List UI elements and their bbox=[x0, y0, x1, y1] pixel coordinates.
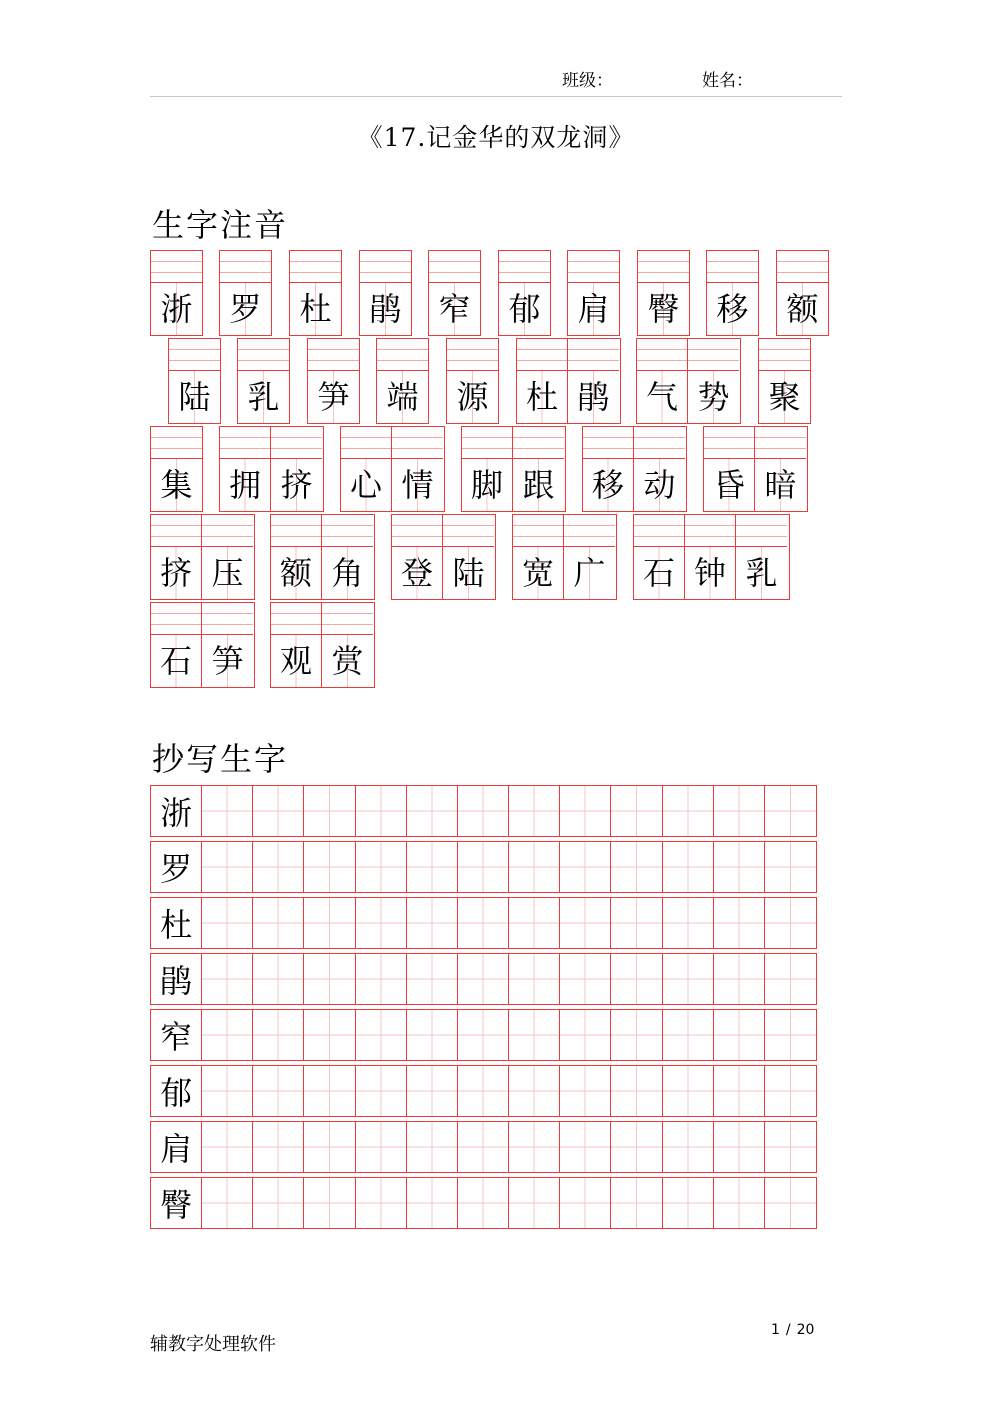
hanzi-character: 心 bbox=[341, 459, 391, 511]
pinyin-input-field[interactable] bbox=[564, 515, 615, 547]
writing-cell[interactable] bbox=[356, 954, 407, 1004]
pinyin-word-box bbox=[150, 602, 255, 688]
pinyin-input-field[interactable] bbox=[736, 515, 787, 547]
pinyin-word-box bbox=[636, 338, 741, 424]
writing-cell[interactable] bbox=[611, 842, 662, 892]
writing-cell[interactable] bbox=[253, 954, 304, 1004]
writing-cell[interactable] bbox=[663, 954, 714, 1004]
writing-cell[interactable] bbox=[611, 1010, 662, 1060]
writing-cell[interactable] bbox=[663, 1010, 714, 1060]
pinyin-input-field[interactable] bbox=[220, 427, 270, 459]
writing-cell[interactable] bbox=[304, 898, 355, 948]
word-cell bbox=[151, 515, 202, 599]
word-cell bbox=[271, 427, 322, 511]
pinyin-word-box bbox=[150, 250, 203, 336]
writing-cell[interactable] bbox=[304, 1010, 355, 1060]
word-cell bbox=[151, 251, 202, 335]
writing-cell[interactable] bbox=[356, 1178, 407, 1228]
word-cell bbox=[517, 339, 568, 423]
writing-cell[interactable] bbox=[458, 1122, 509, 1172]
pinyin-word-box bbox=[776, 250, 829, 336]
pinyin-word-box bbox=[498, 250, 551, 336]
word-cell bbox=[637, 339, 688, 423]
document-title: 《17.记金华的双龙洞》 bbox=[357, 123, 635, 152]
word-cell bbox=[513, 515, 564, 599]
writing-cell[interactable] bbox=[714, 898, 765, 948]
word-cell bbox=[685, 515, 736, 599]
hanzi-character: 笋 bbox=[202, 635, 253, 687]
pinyin-word-box bbox=[633, 514, 790, 600]
writing-cell[interactable] bbox=[407, 842, 458, 892]
hanzi-character: 窄 bbox=[429, 283, 480, 335]
writing-cell[interactable] bbox=[304, 1122, 355, 1172]
pinyin-word-box bbox=[289, 250, 342, 336]
writing-cell[interactable] bbox=[509, 898, 560, 948]
word-cell bbox=[704, 427, 755, 511]
writing-cell[interactable] bbox=[458, 1178, 509, 1228]
writing-cell[interactable] bbox=[356, 898, 407, 948]
pinyin-word-box bbox=[270, 602, 375, 688]
pinyin-word-box bbox=[307, 338, 360, 424]
hanzi-character: 聚 bbox=[759, 371, 810, 423]
pinyin-word-box bbox=[512, 514, 617, 600]
pinyin-word-box bbox=[168, 338, 221, 424]
current-page: 1 bbox=[771, 1322, 780, 1338]
writing-cell[interactable] bbox=[407, 1178, 458, 1228]
word-cell bbox=[360, 251, 411, 335]
writing-cell[interactable] bbox=[356, 1122, 407, 1172]
writing-cell[interactable] bbox=[202, 1010, 253, 1060]
word-cell bbox=[271, 515, 322, 599]
pinyin-word-box bbox=[219, 250, 272, 336]
copy-row bbox=[150, 897, 817, 949]
writing-cell[interactable] bbox=[253, 1010, 304, 1060]
word-cell bbox=[759, 339, 810, 423]
model-character: 鹃 bbox=[151, 954, 202, 1004]
pinyin-input-field[interactable] bbox=[151, 603, 201, 635]
writing-cell[interactable] bbox=[714, 786, 765, 836]
word-cell bbox=[220, 427, 271, 511]
writing-cell[interactable] bbox=[560, 954, 611, 1004]
hanzi-character: 拥 bbox=[220, 459, 270, 511]
writing-cell[interactable] bbox=[611, 954, 662, 1004]
hanzi-character: 鹃 bbox=[360, 283, 411, 335]
footer-software-name: 辅教字处理软件 bbox=[150, 1334, 276, 1355]
writing-cell[interactable] bbox=[356, 1066, 407, 1116]
pinyin-input-field[interactable] bbox=[517, 339, 567, 371]
writing-cell[interactable] bbox=[407, 1066, 458, 1116]
pinyin-word-box bbox=[758, 338, 811, 424]
word-cell bbox=[447, 339, 498, 423]
writing-cell[interactable] bbox=[663, 1122, 714, 1172]
pinyin-input-field[interactable] bbox=[443, 515, 494, 547]
pinyin-input-field[interactable] bbox=[513, 515, 563, 547]
writing-cell[interactable] bbox=[611, 1122, 662, 1172]
word-cell bbox=[568, 339, 619, 423]
hanzi-character: 势 bbox=[688, 371, 739, 423]
writing-cell[interactable] bbox=[253, 1066, 304, 1116]
copy-row bbox=[150, 785, 817, 837]
pinyin-input-field[interactable] bbox=[685, 515, 735, 547]
hanzi-character: 郁 bbox=[499, 283, 550, 335]
writing-cell[interactable] bbox=[407, 898, 458, 948]
word-cell bbox=[392, 427, 443, 511]
word-cell bbox=[308, 339, 359, 423]
pinyin-input-field[interactable] bbox=[392, 427, 443, 459]
header-divider bbox=[150, 96, 842, 97]
word-cell bbox=[513, 427, 564, 511]
pinyin-word-box bbox=[706, 250, 759, 336]
pinyin-input-field[interactable] bbox=[271, 515, 321, 547]
writing-cell[interactable] bbox=[714, 1010, 765, 1060]
pinyin-input-field[interactable] bbox=[169, 339, 220, 371]
pinyin-input-field[interactable] bbox=[271, 427, 322, 459]
hanzi-character: 跟 bbox=[513, 459, 564, 511]
word-cell bbox=[271, 603, 322, 687]
hanzi-character: 杜 bbox=[290, 283, 341, 335]
pinyin-word-box bbox=[150, 514, 255, 600]
writing-cell[interactable] bbox=[663, 1178, 714, 1228]
word-cell bbox=[634, 515, 685, 599]
pinyin-input-field[interactable] bbox=[704, 427, 754, 459]
pinyin-word-box bbox=[567, 250, 620, 336]
copy-row bbox=[150, 1177, 817, 1229]
pinyin-input-field[interactable] bbox=[499, 251, 550, 283]
model-character: 郁 bbox=[151, 1066, 202, 1116]
pinyin-input-field[interactable] bbox=[341, 427, 391, 459]
word-cell bbox=[755, 427, 806, 511]
pinyin-word-box bbox=[219, 426, 324, 512]
pinyin-word-box bbox=[446, 338, 499, 424]
writing-cell[interactable] bbox=[560, 1122, 611, 1172]
writing-cell[interactable] bbox=[714, 1122, 765, 1172]
hanzi-character: 肩 bbox=[568, 283, 619, 335]
writing-cell[interactable] bbox=[253, 1178, 304, 1228]
hanzi-character: 浙 bbox=[151, 283, 202, 335]
copy-row bbox=[150, 1121, 817, 1173]
pinyin-input-field[interactable] bbox=[777, 251, 828, 283]
pinyin-word-box bbox=[150, 426, 203, 512]
copy-row bbox=[150, 1009, 817, 1061]
writing-cell[interactable] bbox=[714, 842, 765, 892]
writing-cell[interactable] bbox=[202, 898, 253, 948]
writing-cell[interactable] bbox=[765, 842, 816, 892]
writing-cell[interactable] bbox=[765, 1178, 816, 1228]
hanzi-character: 移 bbox=[583, 459, 633, 511]
section-title-pinyin: 生字注音 bbox=[152, 206, 289, 244]
pinyin-input-field[interactable] bbox=[755, 427, 806, 459]
writing-cell[interactable] bbox=[304, 954, 355, 1004]
writing-cell[interactable] bbox=[304, 1066, 355, 1116]
writing-cell[interactable] bbox=[560, 786, 611, 836]
writing-cell[interactable] bbox=[611, 1066, 662, 1116]
hanzi-character: 脚 bbox=[462, 459, 512, 511]
writing-cell[interactable] bbox=[253, 842, 304, 892]
hanzi-character: 暗 bbox=[755, 459, 806, 511]
pinyin-word-box bbox=[461, 426, 566, 512]
pinyin-input-field[interactable] bbox=[322, 603, 373, 635]
pinyin-word-box bbox=[340, 426, 445, 512]
hanzi-character: 源 bbox=[447, 371, 498, 423]
writing-cell[interactable] bbox=[407, 1010, 458, 1060]
writing-cell[interactable] bbox=[458, 786, 509, 836]
word-cell bbox=[322, 603, 373, 687]
writing-cell[interactable] bbox=[407, 1122, 458, 1172]
model-character: 臀 bbox=[151, 1178, 202, 1228]
pinyin-input-field[interactable] bbox=[290, 251, 341, 283]
word-cell bbox=[238, 339, 289, 423]
total-pages: 20 bbox=[796, 1322, 815, 1338]
hanzi-character: 端 bbox=[377, 371, 428, 423]
copy-row bbox=[150, 841, 817, 893]
pinyin-input-field[interactable] bbox=[322, 515, 373, 547]
pinyin-word-box bbox=[270, 514, 375, 600]
pinyin-input-field[interactable] bbox=[429, 251, 480, 283]
writing-cell[interactable] bbox=[253, 898, 304, 948]
hanzi-character: 气 bbox=[637, 371, 687, 423]
pinyin-input-field[interactable] bbox=[151, 515, 201, 547]
writing-cell[interactable] bbox=[202, 786, 253, 836]
class-label: 班级： bbox=[562, 71, 613, 91]
hanzi-character: 笋 bbox=[308, 371, 359, 423]
writing-cell[interactable] bbox=[356, 1010, 407, 1060]
word-cell bbox=[202, 603, 253, 687]
writing-cell[interactable] bbox=[509, 842, 560, 892]
word-cell bbox=[341, 427, 392, 511]
word-cell bbox=[429, 251, 480, 335]
pinyin-word-box bbox=[359, 250, 412, 336]
writing-cell[interactable] bbox=[202, 1066, 253, 1116]
writing-cell[interactable] bbox=[765, 1066, 816, 1116]
hanzi-character: 罗 bbox=[220, 283, 271, 335]
hanzi-character: 挤 bbox=[271, 459, 322, 511]
hanzi-character: 宽 bbox=[513, 547, 563, 599]
writing-cell[interactable] bbox=[304, 1178, 355, 1228]
pinyin-input-field[interactable] bbox=[637, 339, 687, 371]
word-cell bbox=[688, 339, 739, 423]
hanzi-character: 压 bbox=[202, 547, 253, 599]
pinyin-input-field[interactable] bbox=[220, 251, 271, 283]
writing-cell[interactable] bbox=[663, 1066, 714, 1116]
page-number bbox=[768, 1322, 817, 1338]
pinyin-input-field[interactable] bbox=[392, 515, 442, 547]
copy-row bbox=[150, 953, 817, 1005]
hanzi-character: 杜 bbox=[517, 371, 567, 423]
pinyin-input-field[interactable] bbox=[238, 339, 289, 371]
word-cell bbox=[290, 251, 341, 335]
writing-cell[interactable] bbox=[560, 1066, 611, 1116]
pinyin-word-box bbox=[376, 338, 429, 424]
word-cell bbox=[169, 339, 220, 423]
pinyin-input-field[interactable] bbox=[707, 251, 758, 283]
hanzi-character: 移 bbox=[707, 283, 758, 335]
writing-cell[interactable] bbox=[202, 842, 253, 892]
word-cell bbox=[707, 251, 758, 335]
hanzi-character: 角 bbox=[322, 547, 373, 599]
pinyin-word-box bbox=[703, 426, 808, 512]
hanzi-character: 观 bbox=[271, 635, 321, 687]
pinyin-word-box bbox=[391, 514, 496, 600]
word-cell bbox=[638, 251, 689, 335]
pinyin-input-field[interactable] bbox=[447, 339, 498, 371]
writing-cell[interactable] bbox=[509, 1122, 560, 1172]
model-character: 罗 bbox=[151, 842, 202, 892]
hanzi-character: 额 bbox=[271, 547, 321, 599]
writing-cell[interactable] bbox=[407, 786, 458, 836]
pinyin-input-field[interactable] bbox=[638, 251, 689, 283]
pinyin-word-box bbox=[237, 338, 290, 424]
pinyin-input-field[interactable] bbox=[462, 427, 512, 459]
hanzi-character: 乳 bbox=[238, 371, 289, 423]
word-cell bbox=[202, 515, 253, 599]
writing-cell[interactable] bbox=[407, 954, 458, 1004]
writing-cell[interactable] bbox=[356, 842, 407, 892]
pinyin-input-field[interactable] bbox=[377, 339, 428, 371]
writing-cell[interactable] bbox=[714, 954, 765, 1004]
hanzi-character: 赏 bbox=[322, 635, 373, 687]
hanzi-character: 鹃 bbox=[568, 371, 619, 423]
model-character: 杜 bbox=[151, 898, 202, 948]
copy-row bbox=[150, 1065, 817, 1117]
writing-cell[interactable] bbox=[458, 954, 509, 1004]
pinyin-word-box bbox=[637, 250, 690, 336]
model-character: 窄 bbox=[151, 1010, 202, 1060]
word-cell bbox=[583, 427, 634, 511]
writing-cell[interactable] bbox=[560, 842, 611, 892]
writing-cell[interactable] bbox=[663, 786, 714, 836]
writing-cell[interactable] bbox=[560, 898, 611, 948]
writing-cell[interactable] bbox=[253, 1122, 304, 1172]
hanzi-character: 集 bbox=[151, 459, 202, 511]
word-cell bbox=[634, 427, 685, 511]
word-cell bbox=[777, 251, 828, 335]
pinyin-input-field[interactable] bbox=[202, 603, 253, 635]
pinyin-input-field[interactable] bbox=[151, 427, 202, 459]
name-label: 姓名： bbox=[702, 71, 753, 91]
writing-cell[interactable] bbox=[458, 898, 509, 948]
word-cell bbox=[443, 515, 494, 599]
writing-cell[interactable] bbox=[509, 1066, 560, 1116]
hanzi-character: 挤 bbox=[151, 547, 201, 599]
writing-cell[interactable] bbox=[765, 898, 816, 948]
writing-cell[interactable] bbox=[765, 786, 816, 836]
pinyin-word-box bbox=[516, 338, 621, 424]
writing-cell[interactable] bbox=[509, 786, 560, 836]
word-cell bbox=[220, 251, 271, 335]
pinyin-input-field[interactable] bbox=[308, 339, 359, 371]
model-character: 肩 bbox=[151, 1122, 202, 1172]
writing-cell[interactable] bbox=[611, 1178, 662, 1228]
word-cell bbox=[568, 251, 619, 335]
writing-cell[interactable] bbox=[458, 1066, 509, 1116]
hanzi-character: 广 bbox=[564, 547, 615, 599]
writing-cell[interactable] bbox=[765, 1010, 816, 1060]
writing-cell[interactable] bbox=[560, 1010, 611, 1060]
pinyin-input-field[interactable] bbox=[634, 427, 685, 459]
pinyin-input-field[interactable] bbox=[513, 427, 564, 459]
pinyin-input-field[interactable] bbox=[151, 251, 202, 283]
writing-cell[interactable] bbox=[509, 1010, 560, 1060]
hanzi-character: 动 bbox=[634, 459, 685, 511]
writing-cell[interactable] bbox=[356, 786, 407, 836]
word-cell bbox=[151, 603, 202, 687]
hanzi-character: 陆 bbox=[169, 371, 220, 423]
writing-cell[interactable] bbox=[304, 842, 355, 892]
hanzi-character: 昏 bbox=[704, 459, 754, 511]
pinyin-input-field[interactable] bbox=[688, 339, 739, 371]
hanzi-character: 石 bbox=[151, 635, 201, 687]
word-cell bbox=[322, 515, 373, 599]
writing-cell[interactable] bbox=[509, 954, 560, 1004]
writing-cell[interactable] bbox=[714, 1066, 765, 1116]
word-cell bbox=[564, 515, 615, 599]
word-cell bbox=[462, 427, 513, 511]
hanzi-character: 石 bbox=[634, 547, 684, 599]
word-cell bbox=[499, 251, 550, 335]
hanzi-character: 额 bbox=[777, 283, 828, 335]
writing-cell[interactable] bbox=[304, 786, 355, 836]
hanzi-character: 登 bbox=[392, 547, 442, 599]
section-title-copy: 抄写生字 bbox=[152, 740, 289, 778]
writing-cell[interactable] bbox=[458, 842, 509, 892]
word-cell bbox=[392, 515, 443, 599]
pinyin-input-field[interactable] bbox=[271, 603, 321, 635]
model-character: 浙 bbox=[151, 786, 202, 836]
writing-cell[interactable] bbox=[765, 1122, 816, 1172]
word-cell bbox=[736, 515, 787, 599]
writing-cell[interactable] bbox=[458, 1010, 509, 1060]
word-cell bbox=[377, 339, 428, 423]
writing-cell[interactable] bbox=[611, 786, 662, 836]
pinyin-input-field[interactable] bbox=[583, 427, 633, 459]
hanzi-character: 臀 bbox=[638, 283, 689, 335]
hanzi-character: 乳 bbox=[736, 547, 787, 599]
writing-cell[interactable] bbox=[253, 786, 304, 836]
hanzi-character: 钟 bbox=[685, 547, 735, 599]
writing-cell[interactable] bbox=[202, 1122, 253, 1172]
pinyin-input-field[interactable] bbox=[759, 339, 810, 371]
hanzi-character: 陆 bbox=[443, 547, 494, 599]
pinyin-input-field[interactable] bbox=[568, 251, 619, 283]
writing-cell[interactable] bbox=[560, 1178, 611, 1228]
writing-cell[interactable] bbox=[509, 1178, 560, 1228]
pinyin-input-field[interactable] bbox=[568, 339, 619, 371]
pinyin-input-field[interactable] bbox=[202, 515, 253, 547]
writing-cell[interactable] bbox=[765, 954, 816, 1004]
page-separator: / bbox=[785, 1322, 791, 1338]
writing-cell[interactable] bbox=[202, 1178, 253, 1228]
writing-cell[interactable] bbox=[611, 898, 662, 948]
hanzi-character: 情 bbox=[392, 459, 443, 511]
pinyin-word-box bbox=[428, 250, 481, 336]
writing-cell[interactable] bbox=[714, 1178, 765, 1228]
pinyin-input-field[interactable] bbox=[360, 251, 411, 283]
pinyin-word-box bbox=[582, 426, 687, 512]
writing-cell[interactable] bbox=[663, 842, 714, 892]
word-cell bbox=[151, 427, 202, 511]
pinyin-input-field[interactable] bbox=[634, 515, 684, 547]
writing-cell[interactable] bbox=[663, 898, 714, 948]
writing-cell[interactable] bbox=[202, 954, 253, 1004]
